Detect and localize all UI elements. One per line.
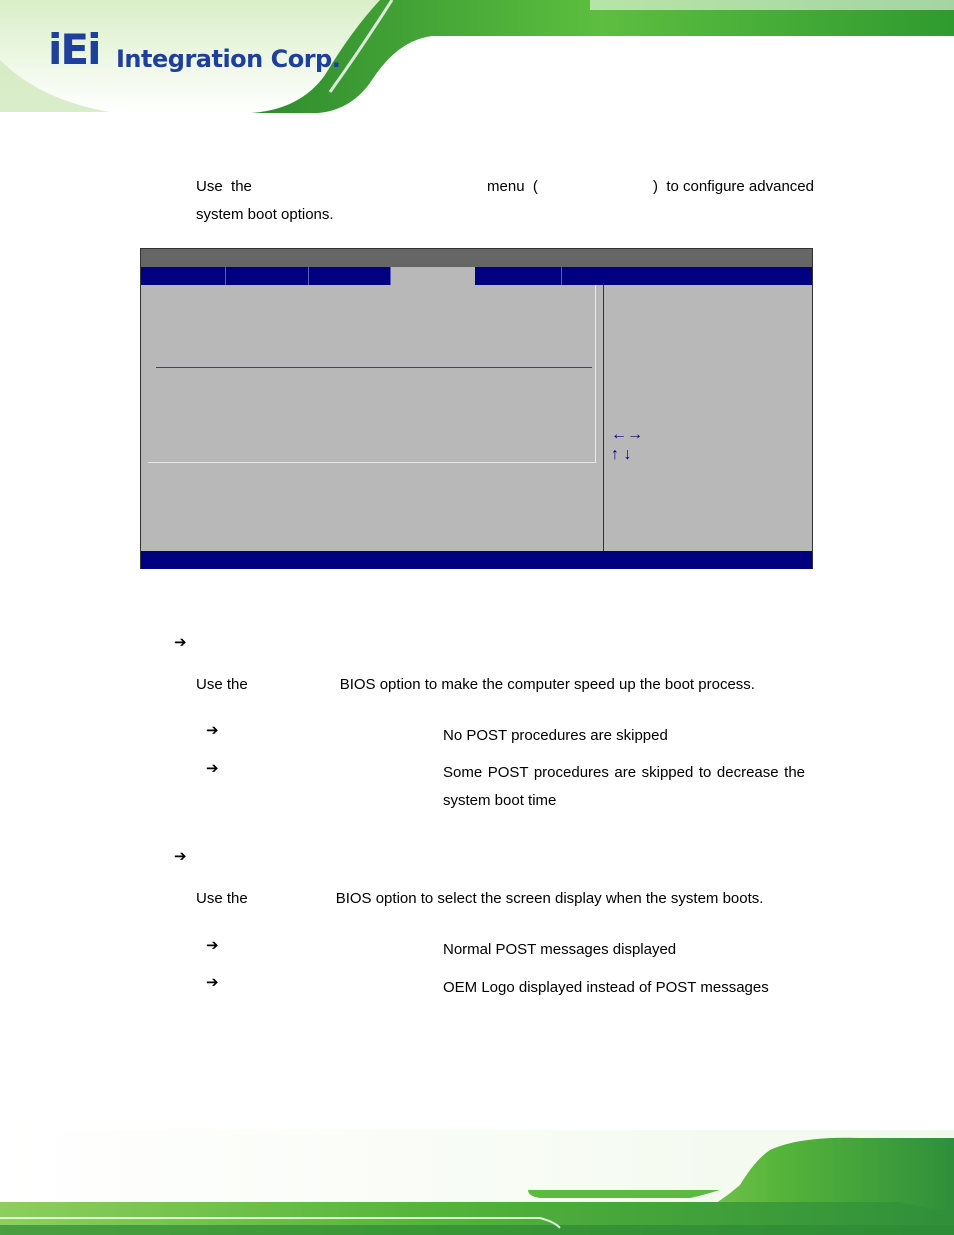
- logo-mark: iEi: [48, 25, 100, 74]
- footer-green-swoosh: [0, 1130, 954, 1235]
- bios-screen-figure: [140, 248, 813, 569]
- bullet-arrow-icon: ➔: [206, 721, 219, 739]
- bullet-arrow-icon: ➔: [206, 936, 219, 954]
- option1-description: [196, 675, 755, 695]
- left-right-arrows-icon: ←→: [611, 426, 643, 443]
- bios-title-bar: [141, 249, 812, 267]
- intro-line-2: system boot options.: [196, 206, 334, 223]
- bios-tab: [309, 267, 391, 285]
- intro-rest: to configure advanced: [666, 178, 814, 195]
- option2-desc-end: BIOS option to select the screen display when the system boots.: [335, 890, 764, 907]
- option2-description: [196, 889, 763, 909]
- intro-word: the: [231, 178, 252, 195]
- bios-settings-panel: [148, 285, 596, 463]
- option2-value-1-desc: Normal POST messages displayed: [443, 941, 677, 958]
- bullet-arrow-icon: ➔: [174, 633, 187, 651]
- option1-value-1-desc: No POST procedures are skipped: [443, 727, 668, 744]
- option2-value-2-desc: OEM Logo displayed instead of POST messages: [443, 979, 769, 996]
- option1-desc-start: Use the: [196, 676, 248, 693]
- logo-wordmark: Integration Corp.: [116, 45, 341, 73]
- bios-tab: [475, 267, 562, 285]
- bios-status-bar: [141, 551, 812, 569]
- bios-panel-divider: [603, 285, 604, 551]
- up-down-arrows-icon: ↑ ↓: [611, 446, 632, 463]
- bios-tab-active: [391, 267, 475, 285]
- intro-paragraph: [196, 173, 814, 229]
- page-footer-banner: [0, 1130, 954, 1235]
- bios-tab: [226, 267, 309, 285]
- bios-menu-bar: [141, 267, 812, 285]
- intro-paren: (: [532, 178, 538, 195]
- bullet-arrow-icon: ➔: [206, 973, 219, 991]
- page-header-banner: [0, 0, 954, 115]
- intro-paren: ): [653, 178, 659, 195]
- option1-value-2-desc: Some POST procedures are skipped to decrease the system boot time: [443, 764, 805, 809]
- option2-desc-start: Use the: [196, 890, 248, 907]
- bios-help-panel: [611, 425, 643, 465]
- intro-word: Use: [196, 178, 223, 195]
- bios-separator-line: [156, 367, 592, 368]
- bios-tab: [141, 267, 226, 285]
- bullet-arrow-icon: ➔: [174, 847, 187, 865]
- bullet-arrow-icon: ➔: [206, 759, 219, 777]
- intro-word: menu: [487, 178, 525, 195]
- option1-desc-end: BIOS option to make the computer speed up the boot process.: [339, 676, 755, 693]
